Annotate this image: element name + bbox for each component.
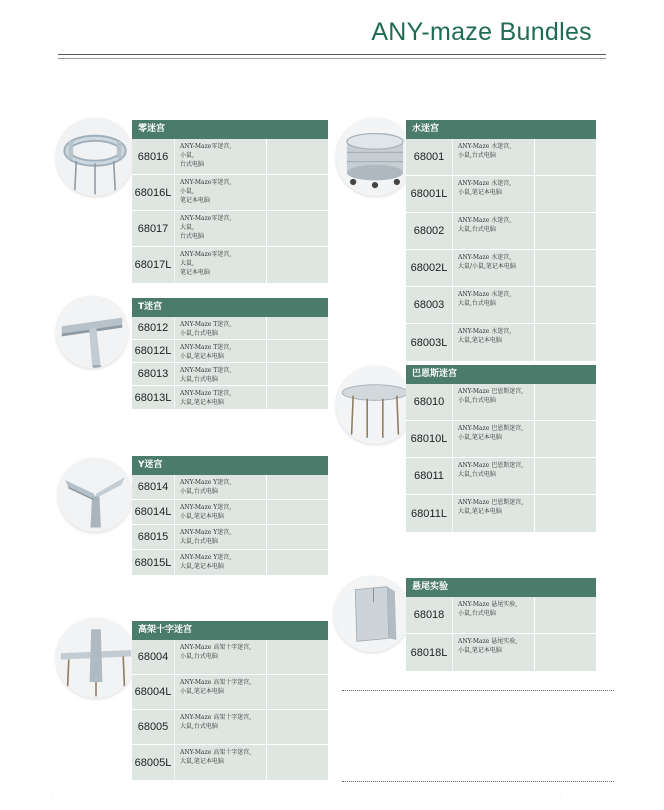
blank-cell	[534, 495, 596, 532]
product-table	[406, 597, 596, 671]
description-line: ANY-Maze零迷宫,	[180, 251, 232, 258]
product-table	[132, 139, 328, 283]
corner-mark: ·	[52, 795, 54, 800]
corner-mark: ·	[560, 795, 562, 800]
product-code: 68017	[137, 222, 169, 235]
product-code: 68005	[137, 721, 169, 733]
description-line: 小鼠,台式电脑	[458, 152, 496, 159]
product-code: 68010L	[410, 433, 448, 445]
product-code: 68004	[137, 651, 169, 663]
description-line: 大鼠,台式电脑	[458, 226, 496, 233]
blank-cell	[534, 634, 596, 671]
product-code: 68013L	[134, 391, 172, 404]
product-table	[406, 384, 596, 532]
section-title: 水迷宫	[406, 120, 596, 139]
blank-cell	[266, 475, 328, 499]
product-table	[132, 317, 328, 409]
description-line: 笔记本电脑	[180, 269, 211, 276]
dotted-divider	[342, 781, 614, 782]
description-line: 大鼠,笔记本电脑	[458, 337, 502, 344]
blank-cell	[266, 386, 328, 409]
product-description	[452, 421, 534, 457]
description-line: 小鼠,台式电脑	[180, 330, 218, 337]
product-code: 68012	[137, 322, 169, 334]
blank-cell	[266, 640, 328, 674]
blank-cell	[534, 287, 596, 323]
bundle-section-barnes	[406, 365, 596, 532]
description-line: 大鼠,台式电脑	[180, 376, 218, 383]
product-description	[174, 475, 266, 499]
product-row	[132, 139, 328, 175]
blank-cell	[534, 421, 596, 457]
description-line: 小鼠,笔记本电脑	[180, 688, 224, 695]
description-line: ANY-Maze Y迷宫,	[180, 529, 232, 536]
description-line: 小鼠,笔记本电脑	[180, 353, 224, 360]
product-row	[132, 710, 328, 745]
product-row	[132, 363, 328, 386]
product-code: 68016L	[134, 186, 172, 199]
blank-cell	[534, 213, 596, 249]
product-description	[174, 386, 266, 409]
product-code: 68011	[414, 470, 444, 482]
description-line: ANY-Maze零迷宫,	[180, 143, 232, 150]
product-row	[406, 597, 596, 634]
description-line: 大鼠,	[180, 224, 194, 231]
product-row	[132, 386, 328, 409]
description-line: ANY-Maze 巴恩斯迷宫,	[458, 462, 524, 469]
description-line: 大鼠,台式电脑	[458, 300, 496, 307]
product-row	[132, 211, 328, 247]
title-rule-thin	[58, 58, 606, 59]
bundle-section-y	[132, 456, 328, 575]
product-row	[132, 475, 328, 500]
description-line: ANY-Maze Y迷宫,	[180, 504, 232, 511]
blank-cell	[534, 250, 596, 286]
product-row	[406, 139, 596, 176]
product-row	[406, 495, 596, 532]
description-line: 小鼠,台式电脑	[180, 653, 218, 660]
product-row	[132, 525, 328, 550]
description-line: 小鼠,笔记本电脑	[458, 647, 502, 654]
product-description	[452, 324, 534, 361]
product-row	[406, 384, 596, 421]
description-line: ANY-Maze T迷宫,	[180, 321, 232, 328]
description-line: 小鼠,笔记本电脑	[458, 189, 502, 196]
product-description	[174, 211, 266, 246]
bundle-section-plus	[132, 621, 328, 780]
product-code: 68013	[137, 368, 169, 380]
tail-suspension-photo	[334, 576, 410, 652]
blank-cell	[534, 597, 596, 633]
product-description	[174, 550, 266, 575]
description-line: ANY-Maze 水迷宫,	[458, 328, 512, 335]
description-line: ANY-Maze 悬尾实验,	[458, 601, 518, 608]
product-description	[452, 495, 534, 532]
product-row	[132, 550, 328, 575]
bundle-section-tail	[406, 578, 596, 671]
blank-cell	[534, 458, 596, 494]
description-line: 大鼠,笔记本电脑	[180, 563, 224, 570]
y-maze-photo	[58, 458, 132, 532]
product-description	[174, 525, 266, 549]
description-line: ANY-Maze T迷宫,	[180, 367, 232, 374]
product-code: 68001	[413, 151, 445, 163]
product-code: 68010	[413, 396, 445, 408]
section-title: 巴恩斯迷宫	[406, 365, 596, 384]
page-title: ANY-maze Bundles	[371, 18, 592, 46]
product-row	[132, 247, 328, 283]
blank-cell	[266, 710, 328, 744]
description-line: ANY-Maze Y迷宫,	[180, 554, 232, 561]
plus-maze-photo	[56, 618, 136, 698]
description-line: ANY-Maze 水迷宫,	[458, 217, 512, 224]
blank-cell	[534, 176, 596, 212]
description-line: ANY-Maze 水迷宫,	[458, 291, 512, 298]
description-line: ANY-Maze 水迷宫,	[458, 254, 512, 261]
product-table	[132, 475, 328, 575]
product-table	[132, 640, 328, 780]
product-table	[406, 139, 596, 361]
section-title: 零迷宫	[132, 120, 328, 139]
description-line: ANY-Maze 水迷宫,	[458, 180, 512, 187]
product-code: 68012L	[134, 345, 172, 357]
product-row	[132, 500, 328, 525]
product-code: 68005L	[134, 756, 172, 769]
product-code: 68017L	[134, 259, 172, 271]
barnes-maze-photo	[336, 366, 414, 444]
product-code: 68014	[137, 481, 169, 493]
water-maze-photo	[336, 118, 414, 196]
blank-cell	[266, 745, 328, 780]
bundle-section-zero	[132, 120, 328, 283]
description-line: ANY-Maze 高架十字迷宫,	[180, 644, 252, 651]
product-code: 68003	[413, 299, 445, 311]
description-line: ANY-Maze Y迷宫,	[180, 479, 232, 486]
description-line: ANY-Maze 高架十字迷宫,	[180, 714, 252, 721]
product-description	[174, 363, 266, 385]
blank-cell	[266, 139, 328, 174]
description-line: 笔记本电脑	[180, 197, 211, 204]
description-line: 台式电脑	[180, 233, 205, 240]
description-line: 小鼠,笔记本电脑	[180, 513, 224, 520]
description-line: ANY-Maze T迷宫,	[180, 390, 232, 397]
product-code: 68014L	[134, 506, 172, 518]
product-description	[452, 176, 534, 212]
product-row	[406, 213, 596, 250]
blank-cell	[266, 363, 328, 385]
product-row	[406, 287, 596, 324]
product-code: 68003L	[410, 336, 448, 349]
description-line: 大鼠,	[180, 260, 194, 267]
blank-cell	[266, 525, 328, 549]
description-line: ANY-Maze 水迷宫,	[458, 143, 512, 150]
product-description	[452, 634, 534, 671]
product-description	[452, 287, 534, 323]
product-description	[452, 458, 534, 494]
product-row	[406, 634, 596, 671]
description-line: 小鼠,笔记本电脑	[458, 434, 502, 441]
description-line: 大鼠,台式电脑	[180, 723, 218, 730]
product-code: 68002	[413, 225, 445, 237]
description-line: 小鼠,台式电脑	[458, 610, 496, 617]
product-description	[174, 247, 266, 283]
zero-maze-photo	[56, 118, 134, 196]
product-code: 68002L	[410, 262, 448, 274]
product-row	[132, 340, 328, 363]
product-row	[406, 324, 596, 361]
description-line: ANY-Maze 巴恩斯迷宫,	[458, 425, 524, 432]
blank-cell	[266, 675, 328, 709]
description-line: ANY-Maze零迷宫,	[180, 215, 232, 222]
blank-cell	[534, 139, 596, 175]
bundle-section-water	[406, 120, 596, 361]
description-line: 台式电脑	[180, 161, 205, 168]
product-row	[132, 745, 328, 780]
bundle-section-t	[132, 298, 328, 409]
product-row	[132, 175, 328, 211]
product-row	[406, 176, 596, 213]
product-description	[174, 175, 266, 210]
product-description	[174, 710, 266, 744]
description-line: ANY-Maze零迷宫,	[180, 179, 232, 186]
product-row	[132, 640, 328, 675]
description-line: ANY-Maze 悬尾实验,	[458, 638, 518, 645]
product-description	[452, 213, 534, 249]
product-row	[406, 250, 596, 287]
product-code: 68015L	[134, 556, 172, 569]
product-description	[174, 139, 266, 174]
description-line: 小鼠,台式电脑	[458, 397, 496, 404]
product-code: 68016	[137, 150, 169, 163]
product-description	[174, 675, 266, 709]
blank-cell	[266, 317, 328, 339]
section-title: 高架十字迷宫	[132, 621, 328, 640]
description-line: ANY-Maze T迷宫,	[180, 344, 232, 351]
description-line: 大鼠/小鼠,笔记本电脑	[458, 263, 516, 270]
product-description	[174, 640, 266, 674]
description-line: ANY-Maze 巴恩斯迷宫,	[458, 499, 524, 506]
product-description	[174, 500, 266, 524]
blank-cell	[534, 384, 596, 420]
section-title: Y迷宫	[132, 456, 328, 475]
description-line: ANY-Maze 巴恩斯迷宫,	[458, 388, 524, 395]
product-description	[452, 139, 534, 175]
description-line: 大鼠,笔记本电脑	[458, 508, 502, 515]
product-description	[174, 317, 266, 339]
description-line: 大鼠,笔记本电脑	[180, 399, 224, 406]
description-line: 大鼠,笔记本电脑	[180, 758, 224, 765]
product-description	[174, 340, 266, 362]
blank-cell	[534, 324, 596, 361]
product-description	[452, 384, 534, 420]
description-line: 小鼠,台式电脑	[180, 488, 218, 495]
description-line: 大鼠,台式电脑	[180, 538, 218, 545]
product-code: 68018	[413, 609, 445, 621]
dotted-divider	[342, 690, 614, 691]
blank-cell	[266, 211, 328, 246]
description-line: 大鼠,台式电脑	[458, 471, 496, 478]
product-code: 68004L	[134, 686, 172, 698]
product-description	[174, 745, 266, 780]
t-maze-photo	[56, 296, 128, 368]
blank-cell	[266, 550, 328, 575]
description-line: 小鼠,	[180, 152, 194, 159]
product-code: 68018L	[410, 646, 448, 659]
title-rule	[58, 54, 606, 55]
description-line: 小鼠,	[180, 188, 194, 195]
section-title: 悬尾实验	[406, 578, 596, 597]
blank-cell	[266, 500, 328, 524]
product-code: 68011L	[411, 507, 447, 520]
blank-cell	[266, 247, 328, 283]
section-title: T迷宫	[132, 298, 328, 317]
product-description	[452, 250, 534, 286]
product-row	[406, 458, 596, 495]
description-line: ANY-Maze 高架十字迷宫,	[180, 679, 252, 686]
blank-cell	[266, 340, 328, 362]
product-code: 68001L	[410, 188, 448, 200]
description-line: ANY-Maze 高架十字迷宫,	[180, 749, 252, 756]
product-code: 68015	[137, 531, 169, 543]
product-row	[132, 317, 328, 340]
product-row	[132, 675, 328, 710]
product-row	[406, 421, 596, 458]
product-description	[452, 597, 534, 633]
blank-cell	[266, 175, 328, 210]
